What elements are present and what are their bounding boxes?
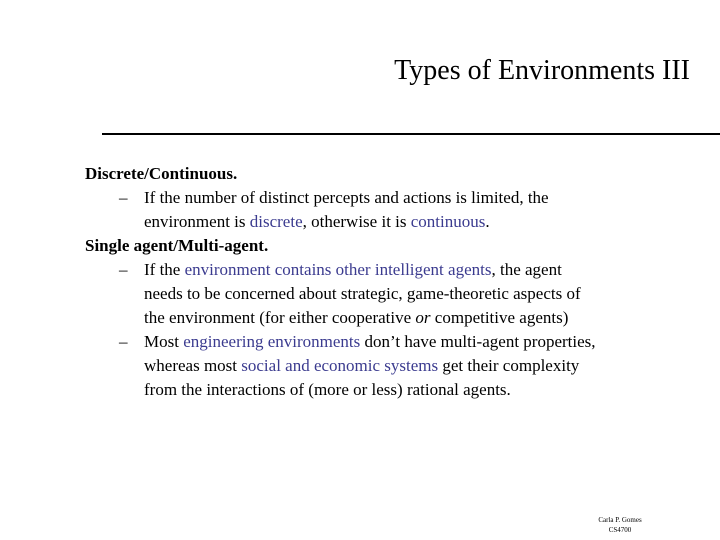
- bullet-line: [144, 306, 705, 330]
- text-run: from the interactions of (more or less) rational agents.: [144, 380, 511, 399]
- dash-marker: –: [119, 332, 128, 351]
- text-run: whereas most: [144, 356, 242, 375]
- footer-course: CS4700: [608, 526, 632, 534]
- highlight-term-social-economic: social and economic systems: [241, 356, 439, 375]
- text-run: needs to be concerned about strategic, game-theoretic aspects of: [144, 284, 581, 303]
- bullet-line: [144, 354, 705, 378]
- footer-author: Carla P. Gomes: [598, 516, 642, 524]
- bullet-line: [144, 282, 705, 306]
- bullet-line: [144, 210, 705, 234]
- bullet-strategic: [85, 258, 705, 330]
- slide-content: [85, 162, 705, 402]
- highlight-term-discrete: discrete: [249, 212, 303, 231]
- bullet-line: [144, 186, 705, 210]
- section-heading-discrete: Discrete/Continuous.: [85, 164, 238, 183]
- bullet-discrete: [85, 186, 705, 234]
- highlight-term-other-agents: environment contains other intelligent agents: [184, 260, 492, 279]
- highlight-term-engineering: engineering environments: [183, 332, 361, 351]
- text-run: , the agent: [491, 260, 562, 279]
- bullet-line: [144, 378, 705, 402]
- highlight-term-continuous: continuous: [410, 212, 486, 231]
- text-run: don’t have multi-agent properties,: [360, 332, 596, 351]
- bullet-line: [144, 330, 705, 354]
- text-run: the environment (for either cooperative: [144, 308, 416, 327]
- slide-footer: [585, 515, 655, 535]
- text-run: If the number of distinct percepts and actions is limited, the: [144, 188, 549, 207]
- bullet-engineering: [85, 330, 705, 402]
- text-run: If the: [144, 260, 185, 279]
- text-run: competitive agents): [430, 308, 569, 327]
- text-run: , otherwise it is: [302, 212, 411, 231]
- text-run: .: [485, 212, 490, 231]
- bullet-line: [144, 258, 705, 282]
- title-divider: [102, 133, 720, 135]
- dash-marker: –: [119, 188, 128, 207]
- section-heading-multi-agent: Single agent/Multi-agent.: [85, 236, 269, 255]
- text-run: environment is: [144, 212, 250, 231]
- text-run: Most: [144, 332, 184, 351]
- dash-marker: –: [119, 260, 128, 279]
- slide-title: Types of Environments III: [394, 55, 690, 86]
- emphasis-or: or: [415, 308, 431, 327]
- text-run: get their complexity: [438, 356, 580, 375]
